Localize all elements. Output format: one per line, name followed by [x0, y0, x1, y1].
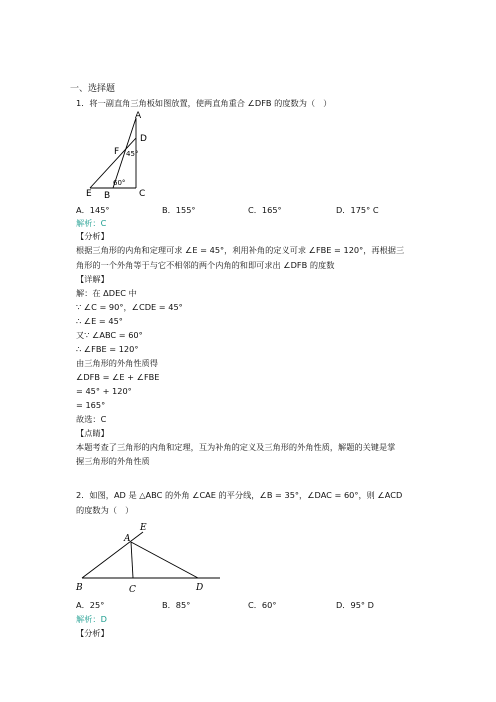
q1-step-2: ∵ ∠C = 90°，∠CDE = 45° [76, 302, 183, 312]
q1-option-c: C．165° [248, 205, 282, 215]
q1-analysis-tag: 【分析】 [76, 231, 109, 241]
label-angle45: 45° [126, 150, 139, 158]
section-title: 一、选择题 [70, 84, 116, 94]
q1-figure [80, 110, 160, 202]
q1-stem: 1．将一副直角三角板如图放置，使两直角重合 ∠DFB 的度数为（ ） [76, 98, 332, 108]
q1-step-8: = 45° + 120° [76, 386, 132, 396]
label-a: A [124, 534, 131, 544]
label-f: F [114, 147, 120, 157]
q1-analysis-line1: 根据三角形的内角和定理可求 ∠E = 45°，利用补角的定义可求 ∠FBE = 120°，再根据三 [76, 245, 405, 255]
q2-stem-line2: 的度数为（ ） [76, 505, 134, 515]
label-b: B [76, 583, 83, 593]
q2-figure [74, 520, 230, 596]
q1-option-d: D．175° C [336, 205, 379, 215]
q2-option-c: C．60° [248, 600, 277, 610]
q1-analysis-line2: 角形的一个外角等于与它不相邻的两个内角的和即可求出 ∠DFB 的度数 [76, 260, 335, 270]
label-a: A [135, 111, 142, 121]
label-c: C [139, 189, 146, 199]
line-a-d [131, 542, 198, 578]
q1-option-a: A．145° [76, 205, 110, 215]
q2-answer: 解析：D [76, 614, 107, 624]
q2-stem: 2．如图，AD 是 △ABC 的外角 ∠CAE 的平分线，∠B = 35°，∠DAC = 60°，则 ∠ACD [76, 490, 403, 500]
q2-option-b: B．85° [162, 600, 191, 610]
label-angle60: 60° [113, 179, 126, 187]
q2-analysis-tag: 【分析】 [76, 628, 109, 638]
q2-option-d: D．95° D [336, 600, 374, 610]
q1-step-3: ∴ ∠E = 45° [76, 316, 123, 326]
label-b: B [104, 191, 111, 201]
q1-step-10: 故选：C [76, 414, 107, 424]
q1-step-5: ∴ ∠FBE = 120° [76, 344, 139, 354]
q1-comment-tag: 【点睛】 [76, 428, 109, 438]
line-b-e [82, 532, 143, 578]
q1-step-7: ∠DFB = ∠E + ∠FBE [76, 372, 160, 382]
label-e: E [86, 189, 92, 199]
q1-detail-tag: 【详解】 [76, 274, 109, 284]
label-e: E [140, 523, 147, 533]
label-d: D [196, 583, 204, 593]
q2-option-a: A．25° [76, 600, 105, 610]
line-a-c [131, 542, 133, 578]
label-d: D [140, 134, 147, 144]
q1-comment-line2: 握三角形的外角性质 [76, 456, 150, 466]
q1-step-6: 由三角形的外角性质得 [76, 358, 158, 368]
q1-step-4: 又∵ ∠ABC = 60° [76, 330, 143, 340]
q1-option-b: B．155° [162, 205, 196, 215]
q1-step-9: = 165° [76, 400, 106, 410]
q1-comment-line1: 本题考查了三角形的内角和定理，互为补角的定义及三角形的外角性质，解题的关键是掌 [76, 442, 396, 452]
label-c: C [129, 585, 136, 595]
q1-step-1: 解：在 ΔDEC 中 [76, 288, 137, 298]
q1-answer: 解析：C [76, 218, 107, 228]
